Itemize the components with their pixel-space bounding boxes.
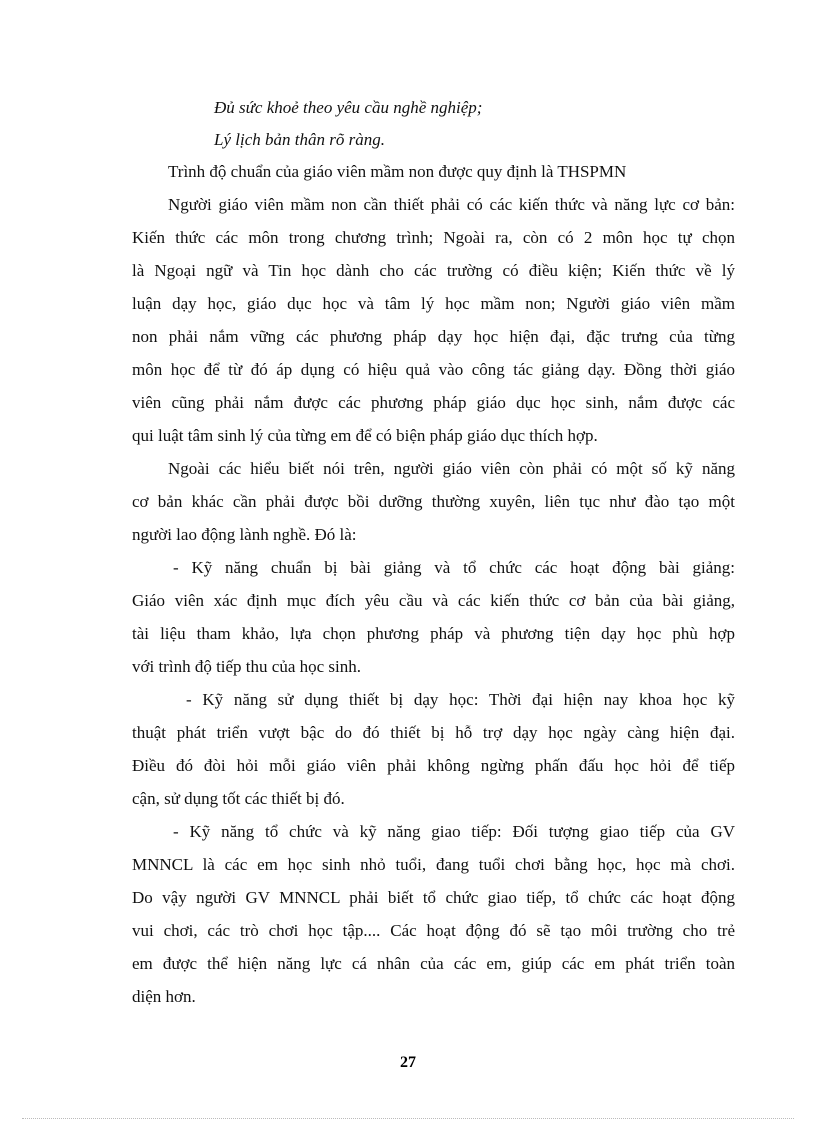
text-line: Điều đó đòi hỏi mỗi giáo viên phải không ngừng phấn đấu học hỏi để tiếp [132,756,735,775]
page-number: 27 [400,1054,416,1071]
text-line: vui chơi, các trò chơi học tập.... Các hoạt động đó sẽ tạo môi trường cho trẻ [132,921,735,940]
text-line: - Kỹ năng tổ chức và kỹ năng giao tiếp: Đối tượng giao tiếp của GV [173,822,735,841]
page-bottom-divider [22,1118,794,1119]
text-line: qui luật tâm sinh lý của từng em để có biện pháp giáo dục thích hợp. [132,426,598,445]
text-line: - Kỹ năng sử dụng thiết bị dạy học: Thời đại hiện nay khoa học kỹ [186,690,735,709]
text-line: là Ngoại ngữ và Tin học dành cho các trường có điều kiện; Kiến thức về lý [132,261,735,280]
text-line: Kiến thức các môn trong chương trình; Ngoài ra, còn có 2 môn học tự chọn [132,228,735,247]
text-line: cơ bản khác cần phải được bồi dưỡng thường xuyên, liên tục như đào tạo một [132,492,735,511]
text-line: người lao động lành nghề. Đó là: [132,525,357,544]
text-line: thuật phát triển vượt bậc do đó thiết bị hỗ trợ dạy học ngày càng hiện đại. [132,723,735,742]
text-line: Giáo viên xác định mục đích yêu cầu và các kiến thức cơ bản của bài giảng, [132,591,735,610]
text-line: Trình độ chuẩn của giáo viên mầm non được quy định là THSPMN [168,162,627,181]
text-line: - Kỹ năng chuẩn bị bài giảng và tổ chức các hoạt động bài giảng: [173,558,735,577]
text-line: luận dạy học, giáo dục học và tâm lý học mầm non; Người giáo viên mầm [132,294,735,313]
text-line: em được thể hiện năng lực cá nhân của các em, giúp các em phát triển toàn [132,954,735,973]
text-line: cận, sử dụng tốt các thiết bị đó. [132,789,345,808]
text-line: non phải nắm vững các phương pháp dạy học hiện đại, đặc trưng của từng [132,327,735,346]
text-line: Đủ sức khoẻ theo yêu cầu nghề nghiệp; [214,98,483,117]
text-line: Ngoài các hiểu biết nói trên, người giáo viên còn phải có một số kỹ năng [168,459,735,478]
text-line: viên cũng phải nắm được các phương pháp giáo dục học sinh, nắm được các [132,393,735,412]
text-line: tài liệu tham khảo, lựa chọn phương pháp và phương tiện dạy học phù hợp [132,624,735,643]
text-line: MNNCL là các em học sinh nhỏ tuổi, đang tuổi chơi bằng học, học mà chơi. [132,855,735,874]
text-line: với trình độ tiếp thu của học sinh. [132,657,362,676]
text-line: môn học để từ đó áp dụng có hiệu quả vào công tác giảng dạy. Đồng thời giáo [132,360,735,379]
text-line: Do vậy người GV MNNCL phải biết tổ chức giao tiếp, tổ chức các hoạt động [132,888,735,907]
text-line: Người giáo viên mầm non cần thiết phải có các kiến thức và năng lực cơ bản: [168,195,735,214]
text-line: diện hơn. [132,987,196,1006]
text-line: Lý lịch bản thân rõ ràng. [214,130,385,149]
